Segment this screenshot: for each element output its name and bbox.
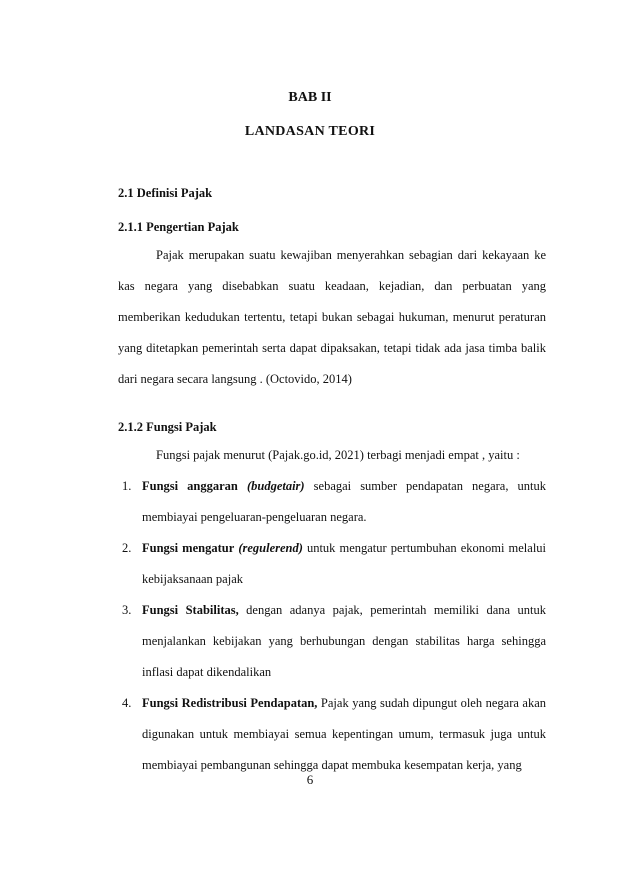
definition-text: Pajak merupakan suatu kewajiban menyerahkan sebagian dari kekayaan ke kas negara yang disebabkan suatu keadaan, kejadian, dan perbuatan yang memberikan kedudukan tertentu, tetapi bukan sebagai hukuman, menurut peraturan yang ditetapkan pemerintah serta dapat dipaksakan, tetapi tidak ada jasa timba balik dari negara secara langsung . (Octovido, 2014) (118, 248, 546, 386)
list-item-text: Pajak yang sudah dipungut oleh negara akan digunakan untuk membiayai semua kepentingan umum, termasuk juga untuk membiayai pembangunan sehingga dapat membuka kesempatan kerja, yang (142, 696, 546, 772)
list-item-number: 1. (122, 479, 132, 493)
list-item-term: (budgetair) (246, 479, 305, 493)
fungsi-intro-paragraph (118, 440, 546, 471)
list-item (118, 533, 546, 595)
list-item-text: dengan adanya pajak, pemerintah memiliki dana untuk menjalankan kebijakan yang berhubungan dengan stabilitas harga sehingga inflasi dapat dikendalikan (142, 603, 546, 679)
list-item (118, 688, 546, 781)
list-item-number: 3. (122, 603, 132, 617)
list-item-text: sebagai sumber pendapatan negara, untuk membiayai pengeluaran-pengeluaran negara. (142, 479, 546, 524)
list-item-lead: Fungsi Redistribusi Pendapatan, (142, 696, 318, 710)
chapter-number: BAB II (288, 90, 332, 105)
definition-paragraph (118, 240, 546, 395)
subsection-heading: 2.1.1 Pengertian Pajak (118, 220, 239, 234)
section-heading: 2.1 Definisi Pajak (118, 186, 213, 200)
list-item-text: untuk mengatur pertumbuhan ekonomi melalui kebijaksanaan pajak (142, 541, 547, 586)
list-item-lead: Fungsi anggaran (142, 479, 238, 493)
subsection-heading-fungsi: 2.1.2 Fungsi Pajak (118, 420, 217, 434)
list-item-number: 2. (122, 541, 132, 555)
fungsi-intro-text: Fungsi pajak menurut (Pajak.go.id, 2021) terbagi menjadi empat , yaitu : (156, 448, 520, 462)
list-item-lead: Fungsi Stabilitas, (142, 603, 239, 617)
list-item (118, 471, 546, 533)
page-number: 6 (306, 772, 314, 787)
list-item-term: (regulerend) (238, 541, 303, 555)
list-item-lead: Fungsi mengatur (142, 541, 235, 555)
list-item (118, 595, 546, 688)
list-item-number: 4. (122, 696, 132, 710)
chapter-title: LANDASAN TEORI (244, 124, 376, 139)
